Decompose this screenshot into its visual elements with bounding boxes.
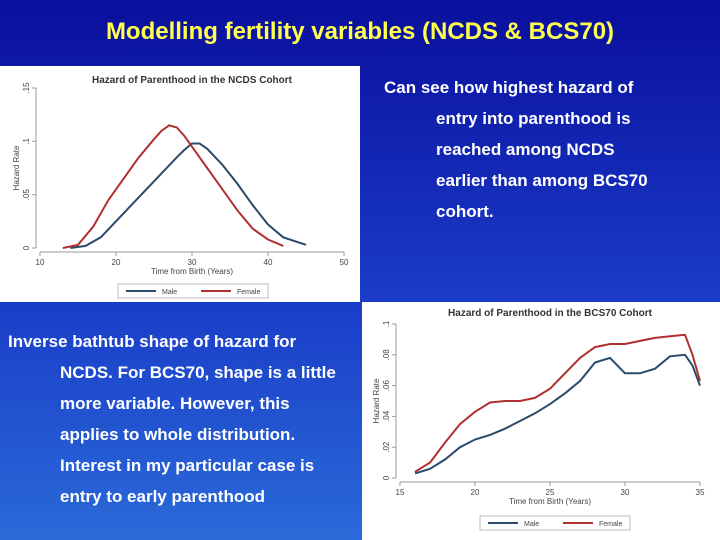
bcs70-x-tick-label: 25 bbox=[545, 488, 555, 497]
bcs70-y-tick-label: .06 bbox=[382, 380, 391, 392]
bcs70-x-tick-label: 15 bbox=[395, 488, 405, 497]
slide-title: Modelling fertility variables (NCDS & BCS70) bbox=[105, 18, 615, 45]
ncds-series-female bbox=[63, 125, 283, 248]
note-right-line-5: cohort. bbox=[436, 202, 494, 221]
bcs70-x-tick-label: 30 bbox=[620, 488, 630, 497]
note-left-line-4: applies to whole distribution. bbox=[60, 425, 296, 444]
bcs70-y-tick-label: .02 bbox=[382, 441, 391, 453]
note-left bbox=[8, 326, 398, 512]
bcs70-y-tick-label: .1 bbox=[382, 320, 391, 328]
note-left-line-2: NCDS. For BCS70, shape is a little bbox=[60, 363, 336, 382]
note-left-line-1: Inverse bathtub shape of hazard for bbox=[8, 332, 297, 351]
note-left-line-6: entry to early parenthood bbox=[60, 487, 265, 506]
bcs70-y-tick-label: .08 bbox=[382, 349, 391, 361]
ncds-title: Hazard of Parenthood in the NCDS Cohort bbox=[92, 75, 292, 86]
ncds-legend-label-female: Female bbox=[237, 289, 261, 296]
ncds-y-label: Hazard Rate bbox=[12, 145, 21, 191]
ncds-hazard-chart bbox=[0, 66, 360, 302]
ncds-x-tick-label: 20 bbox=[111, 258, 121, 267]
note-right-line-1: Can see how highest hazard of bbox=[384, 78, 634, 97]
ncds-legend-label-male: Male bbox=[162, 289, 178, 296]
ncds-y-tick-label: .15 bbox=[22, 82, 31, 94]
bcs70-x-tick-label: 35 bbox=[695, 488, 705, 497]
note-right-line-4: earlier than among BCS70 bbox=[436, 171, 648, 190]
bcs70-legend-label-female: Female bbox=[599, 521, 623, 528]
ncds-series-male bbox=[70, 144, 306, 249]
bcs70-x-label: Time from Birth (Years) bbox=[508, 497, 592, 506]
note-right-line-3: reached among NCDS bbox=[436, 140, 615, 159]
ncds-y-tick-label: .05 bbox=[22, 189, 31, 201]
note-right bbox=[384, 72, 714, 227]
bcs70-hazard-chart bbox=[362, 302, 720, 540]
bcs70-series-female bbox=[415, 335, 700, 472]
ncds-x-tick-label: 50 bbox=[339, 258, 349, 267]
ncds-hazard-svg bbox=[0, 66, 360, 302]
bcs70-legend-label-male: Male bbox=[524, 521, 540, 528]
ncds-x-tick-label: 30 bbox=[187, 258, 197, 267]
note-left-line-5: Interest in my particular case is bbox=[60, 456, 315, 475]
ncds-x-tick-label: 40 bbox=[263, 258, 273, 267]
bcs70-y-tick-label: 0 bbox=[382, 475, 391, 481]
bcs70-y-label: Hazard Rate bbox=[372, 378, 381, 424]
note-right-line-2: entry into parenthood is bbox=[436, 109, 631, 128]
ncds-y-tick-label: 0 bbox=[22, 245, 31, 251]
bcs70-series-male bbox=[415, 355, 700, 474]
ncds-y-tick-label: .1 bbox=[22, 137, 31, 145]
ncds-x-tick-label: 10 bbox=[35, 258, 45, 267]
bcs70-y-tick-label: .04 bbox=[382, 410, 391, 422]
bcs70-title: Hazard of Parenthood in the BCS70 Cohort bbox=[448, 308, 652, 319]
bcs70-x-tick-label: 20 bbox=[470, 488, 480, 497]
note-left-line-3: more variable. However, this bbox=[60, 394, 290, 413]
bcs70-hazard-svg bbox=[362, 302, 720, 540]
ncds-x-label: Time from Birth (Years) bbox=[150, 267, 234, 276]
